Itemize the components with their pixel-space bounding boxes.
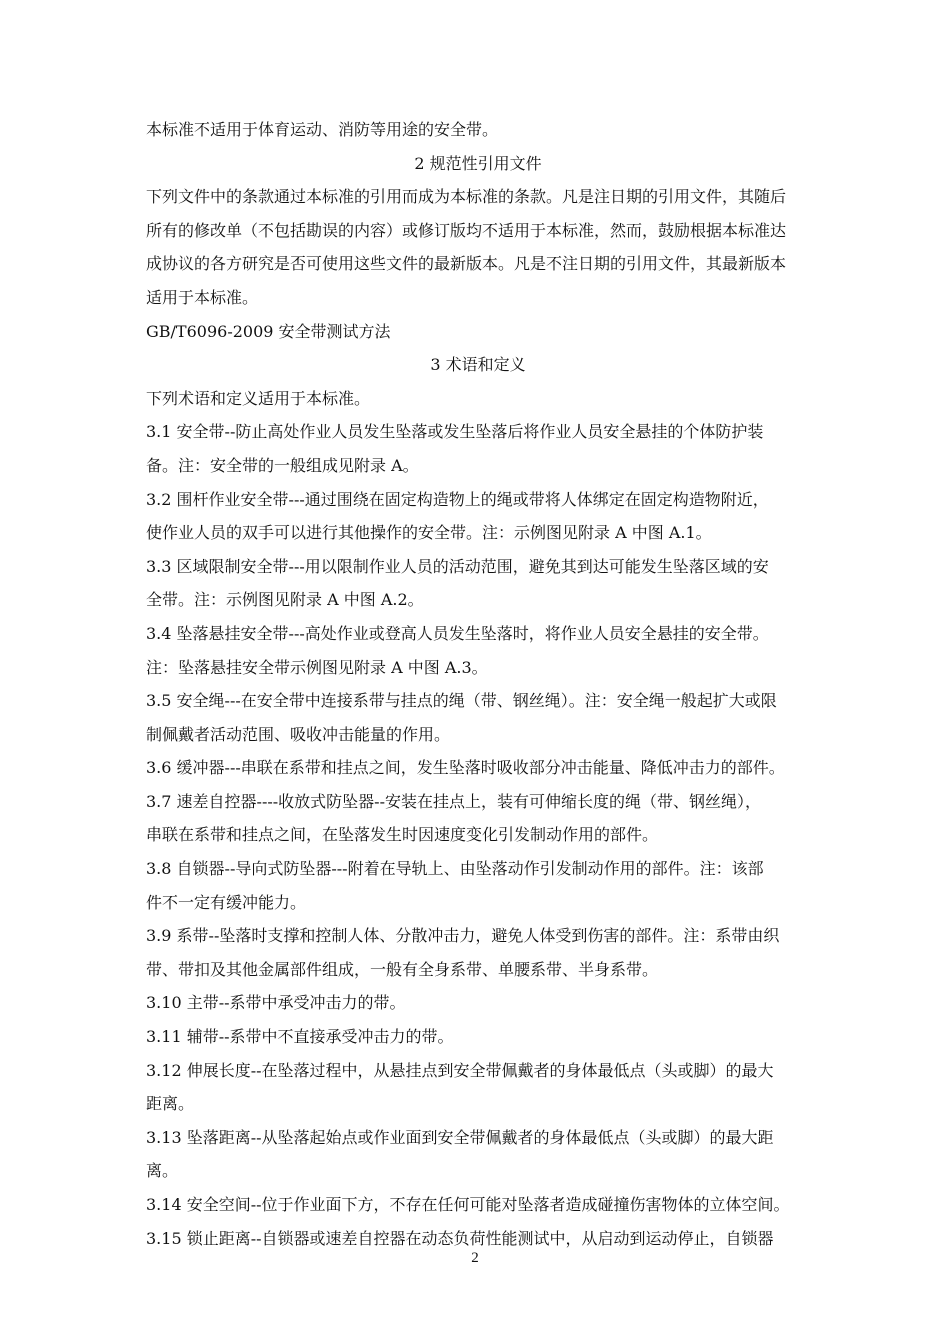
section-heading: 3 术语和定义 <box>430 355 526 375</box>
text-line: 3.11 辅带--系带中不直接承受冲击力的带。 <box>146 1027 454 1047</box>
text-line: 3.8 自锁器--导向式防坠器---附着在导轨上、由坠落动作引发制动作用的部件。注：该部 <box>146 859 764 879</box>
text-line: 3.12 伸展长度--在坠落过程中，从悬挂点到安全带佩戴者的身体最低点（头或脚）的最大 <box>146 1060 774 1080</box>
text-line: 3.1 安全带--防止高处作业人员发生坠落或发生坠落后将作业人员安全悬挂的个体防护装 <box>146 422 764 442</box>
text-line: 全带。注：示例图见附录 A 中图 A.2。 <box>146 590 424 610</box>
text-line: 下列术语和定义适用于本标准。 <box>146 388 371 408</box>
text-line: 3.13 坠落距离--从坠落起始点或作业面到安全带佩戴者的身体最低点（头或脚）的最大距 <box>146 1127 774 1147</box>
text-line: 下列文件中的条款通过本标准的引用而成为本标准的条款。凡是注日期的引用文件，其随后 <box>146 187 787 207</box>
text-line: 3.9 系带--坠落时支撑和控制人体、分散冲击力，避免人体受到伤害的部件。注：系带由织 <box>146 926 780 946</box>
section-heading: 2 规范性引用文件 <box>414 153 542 173</box>
text-line: 3.10 主带--系带中承受冲击力的带。 <box>146 993 406 1013</box>
text-line: GB/T6096-2009 安全带测试方法 <box>146 321 391 341</box>
text-line: 3.3 区域限制安全带---用以限制作业人员的活动范围，避免其到达可能发生坠落区域的安 <box>146 556 769 576</box>
text-line: 带、带扣及其他金属部件组成，一般有全身系带、单腰系带、半身系带。 <box>146 959 659 979</box>
text-line: 3.5 安全绳---在安全带中连接系带与挂点的绳（带、钢丝绳）。注：安全绳一般起扩大或限 <box>146 691 777 711</box>
text-line: 成协议的各方研究是否可使用这些文件的最新版本。凡是不注日期的引用文件，其最新版本 <box>146 254 787 274</box>
text-line: 3.4 坠落悬挂安全带---高处作业或登高人员发生坠落时，将作业人员安全悬挂的安全带。 <box>146 623 769 643</box>
text-line: 3.14 安全空间--位于作业面下方，不存在任何可能对坠落者造成碰撞伤害物体的立体空间。 <box>146 1195 790 1214</box>
text-line: 适用于本标准。 <box>146 287 259 307</box>
text-line: 离。 <box>146 1161 179 1181</box>
text-line: 3.6 缓冲器---串联在系带和挂点之间，发生坠落时吸收部分冲击能量、降低冲击力的部件。 <box>146 758 785 778</box>
text-line: 制佩戴者活动范围、吸收冲击能量的作用。 <box>146 724 451 744</box>
text-line: 距离。 <box>146 1094 195 1114</box>
text-line: 3.2 围杆作业安全带---通过围绕在固定构造物上的绳或带将人体绑定在固定构造物附近， <box>146 489 769 509</box>
text-line: 注：坠落悬挂安全带示例图见附录 A 中图 A.3。 <box>146 657 488 677</box>
text-line: 所有的修改单（不包括勘误的内容）或修订版均不适用于本标准，然而，鼓励根据本标准达 <box>146 220 787 240</box>
text-line: 3.15 锁止距离--自锁器或速差自控器在动态负荷性能测试中，从启动到运动停止，自锁器 <box>146 1228 774 1248</box>
text-line: 串联在系带和挂点之间，在坠落发生时因速度变化引发制动作用的部件。 <box>146 825 659 845</box>
text-line: 使作业人员的双手可以进行其他操作的安全带。注：示例图见附录 A 中图 A.1。 <box>146 523 712 543</box>
text-line: 本标准不适用于体育运动、消防等用途的安全带。 <box>146 120 499 139</box>
text-line: 3.7 速差自控器----收放式防坠器--安装在挂点上，装有可伸缩长度的绳（带、钢丝绳）， <box>146 791 761 811</box>
text-line: 备。注：安全带的一般组成见附录 A。 <box>146 455 419 475</box>
text-line: 件不一定有缓冲能力。 <box>146 892 307 912</box>
document-body <box>146 113 810 1255</box>
page-number: 2 <box>471 1250 479 1266</box>
